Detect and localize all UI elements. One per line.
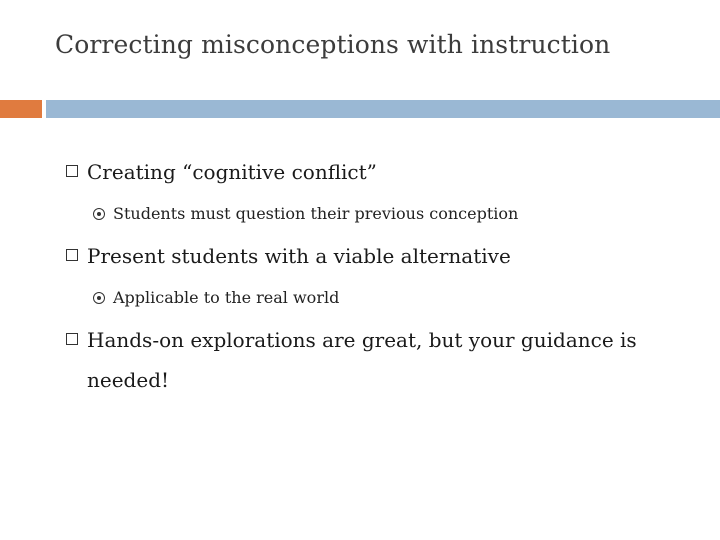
bullet-item [66,152,666,192]
circle-target-icon [93,208,105,220]
sub-bullet-item [66,276,666,320]
bullet-list [66,152,666,400]
bullet-text: Creating “cognitive conflict” [87,160,377,184]
sub-bullet-item [66,192,666,236]
bullet-item [66,320,666,400]
accent-bar-blue [46,100,720,118]
accent-bar-orange [0,100,42,118]
sub-bullet-text: Students must question their previous conception [113,204,519,223]
bullet-text: Present students with a viable alternative [87,244,511,268]
bullet-text: Hands-on explorations are great, but your guidance is needed! [87,328,637,392]
slide-title: Correcting misconceptions with instruction [55,30,611,59]
square-bullet-icon [66,249,78,261]
square-bullet-icon [66,165,78,177]
sub-bullet-text: Applicable to the real world [113,288,340,307]
bullet-item [66,236,666,276]
circle-target-icon [93,292,105,304]
square-bullet-icon [66,333,78,345]
